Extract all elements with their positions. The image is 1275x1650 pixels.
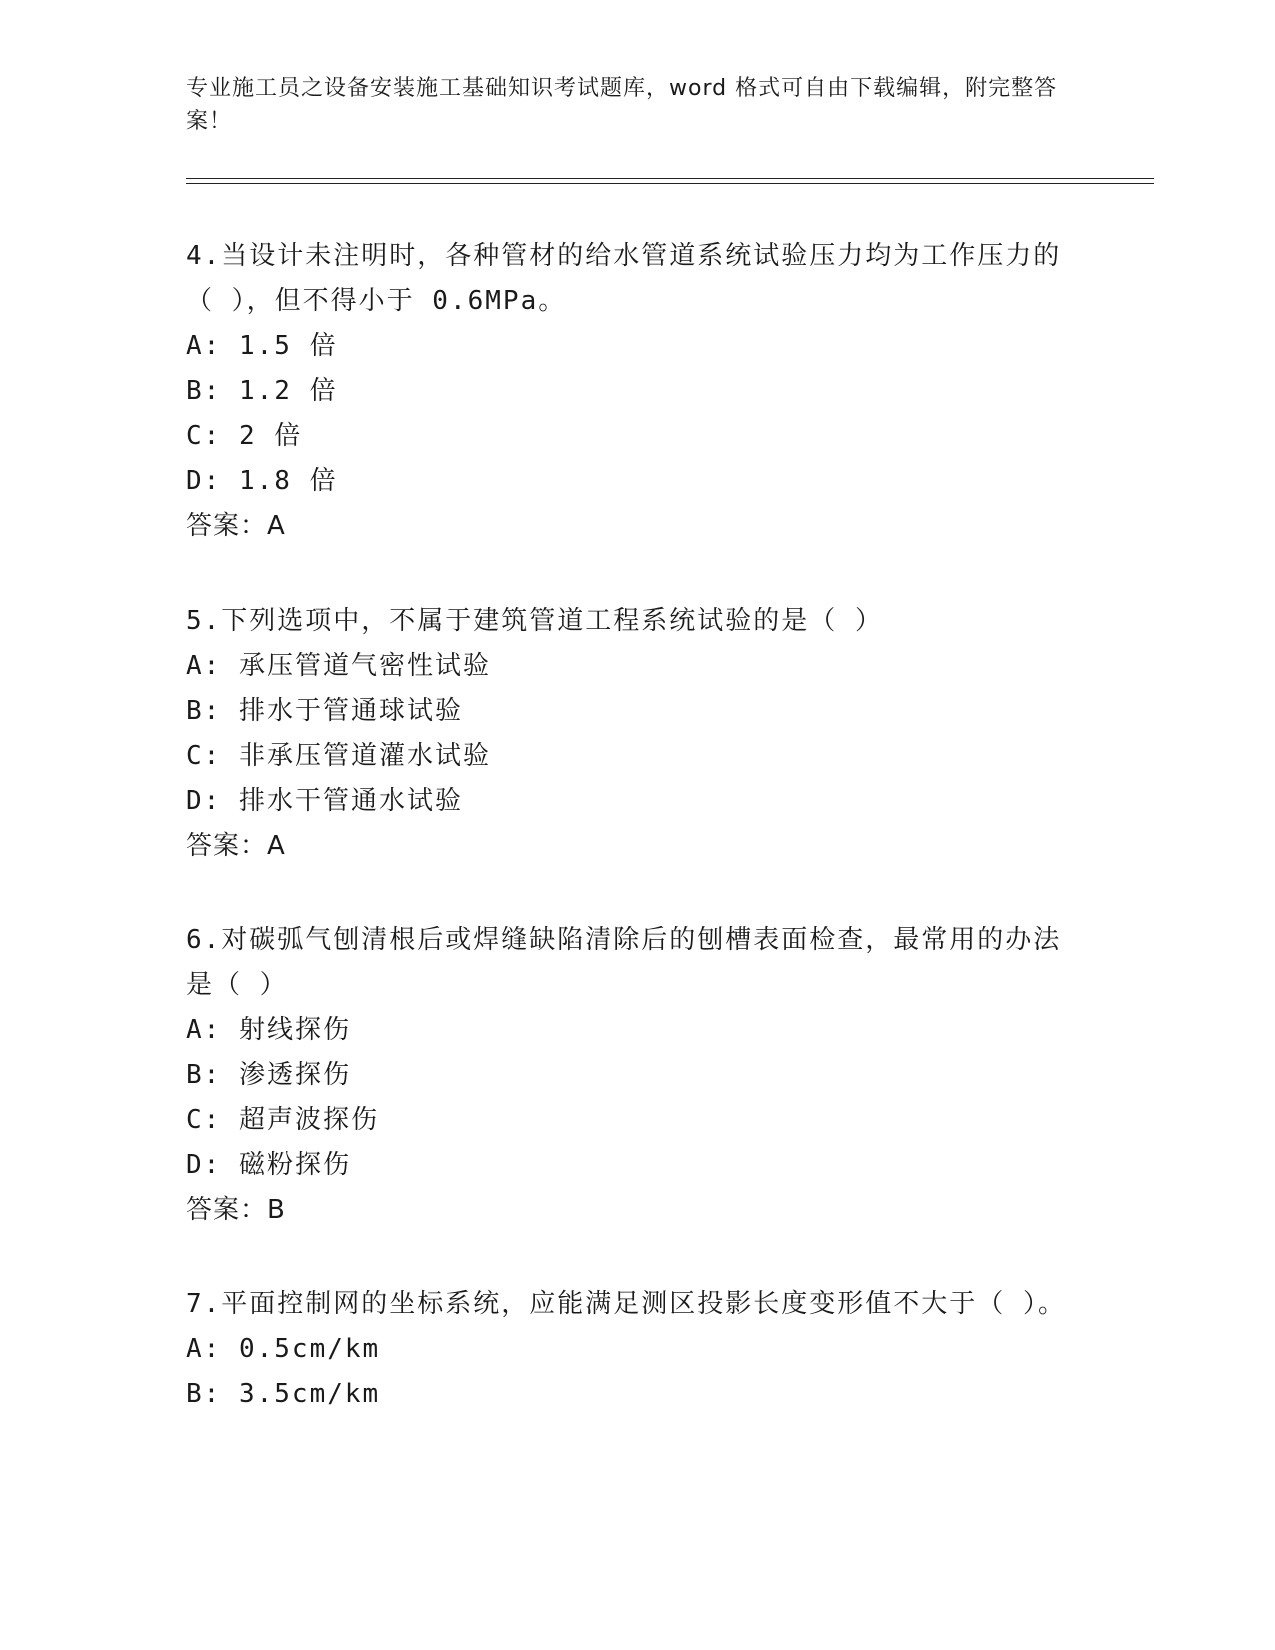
header-rule-top (186, 178, 1154, 179)
option-c: C: 非承压管道灌水试验 (186, 741, 491, 771)
question-stem: 5.下列选项中，不属于建筑管道工程系统试验的是（ ） (186, 606, 883, 636)
answer: 答案：B (186, 1195, 286, 1225)
header-rule-bottom (186, 183, 1154, 184)
option-b: B: 渗透探伤 (186, 1060, 351, 1090)
option-d: D: 1.8 倍 (186, 466, 338, 496)
option-b: B: 3.5cm/km (186, 1379, 381, 1409)
option-a: A: 0.5cm/km (186, 1334, 381, 1364)
question-4 (186, 234, 1066, 549)
option-a: A: 射线探伤 (186, 1015, 351, 1045)
answer: 答案：A (186, 831, 286, 861)
document-header: 专业施工员之设备安装施工基础知识考试题库，word 格式可自由下载编辑，附完整答案！ (186, 76, 1058, 134)
option-c: C: 超声波探伤 (186, 1105, 379, 1135)
question-5 (186, 599, 1066, 869)
option-c: C: 2 倍 (186, 421, 303, 451)
option-a: A: 承压管道气密性试验 (186, 651, 491, 681)
question-stem: 7.平面控制网的坐标系统，应能满足测区投影长度变形值不大于（ ）。 (186, 1289, 1066, 1319)
question-stem: 6.对碳弧气刨清根后或焊缝缺陷清除后的刨槽表面检查，最常用的办法是（ ） (186, 925, 1062, 1000)
question-stem: 4.当设计未注明时，各种管材的给水管道系统试验压力均为工作压力的（ ），但不得小于 0.6MPa。 (186, 241, 1062, 316)
option-b: B: 1.2 倍 (186, 376, 338, 406)
question-7 (186, 1282, 1066, 1417)
option-b: B: 排水于管通球试验 (186, 696, 463, 726)
option-d: D: 磁粉探伤 (186, 1150, 351, 1180)
option-d: D: 排水干管通水试验 (186, 786, 463, 816)
answer: 答案：A (186, 511, 286, 541)
question-6 (186, 918, 1066, 1233)
option-a: A: 1.5 倍 (186, 331, 338, 361)
